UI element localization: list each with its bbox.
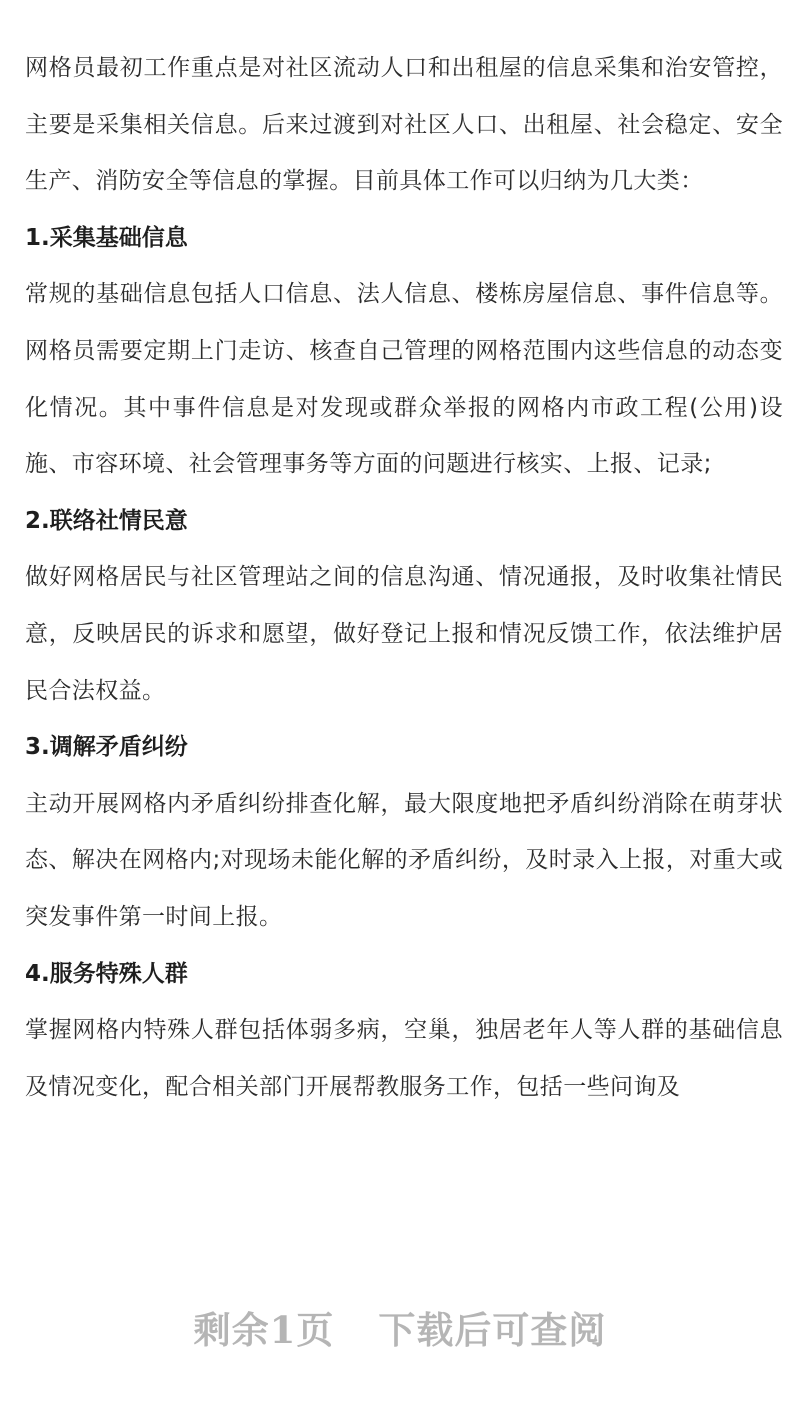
document-content: [25, 40, 783, 1115]
section-heading-2: 2.联络社情民意: [25, 507, 188, 534]
section-body-4: 掌握网格内特殊人群包括体弱多病，空巢，独居老年人等人群的基础信息及情况变化，配合相关部门开展帮教服务工作，包括一些问询及: [25, 1017, 783, 1100]
section-heading-1: 1.采集基础信息: [25, 224, 188, 251]
section-heading-3: 3.调解矛盾纠纷: [25, 734, 188, 761]
section-heading-4: 4.服务特殊人群: [25, 960, 188, 987]
section-body-1: 常规的基础信息包括人口信息、法人信息、楼栋房屋信息、事件信息等。网格员需要定期上门走访、核查自己管理的网格范围内这些信息的动态变化情况。其中事件信息是对发现或群众举报的网格内市政工程(公用)设施、市容环境、社会管理事务等方面的问题进行核实、上报、记录;: [25, 281, 783, 478]
download-prompt[interactable]: [0, 1300, 800, 1354]
remaining-pages-label: 剩余1页: [193, 1308, 335, 1352]
section-body-3: 主动开展网格内矛盾纠纷排查化解，最大限度地把矛盾纠纷消除在萌芽状态、解决在网格内;对现场未能化解的矛盾纠纷，及时录入上报，对重大或突发事件第一时间上报。: [25, 790, 783, 930]
download-hint-label: 下载后可查阅: [378, 1308, 607, 1352]
intro-paragraph: 网格员最初工作重点是对社区流动人口和出租屋的信息采集和治安管控，主要是采集相关信息。后来过渡到对社区人口、出租屋、社会稳定、安全生产、消防安全等信息的掌握。目前具体工作可以归纳为几大类：: [25, 55, 783, 195]
section-body-2: 做好网格居民与社区管理站之间的信息沟通、情况通报，及时收集社情民意，反映居民的诉求和愿望，做好登记上报和情况反馈工作，依法维护居民合法权益。: [25, 564, 783, 704]
